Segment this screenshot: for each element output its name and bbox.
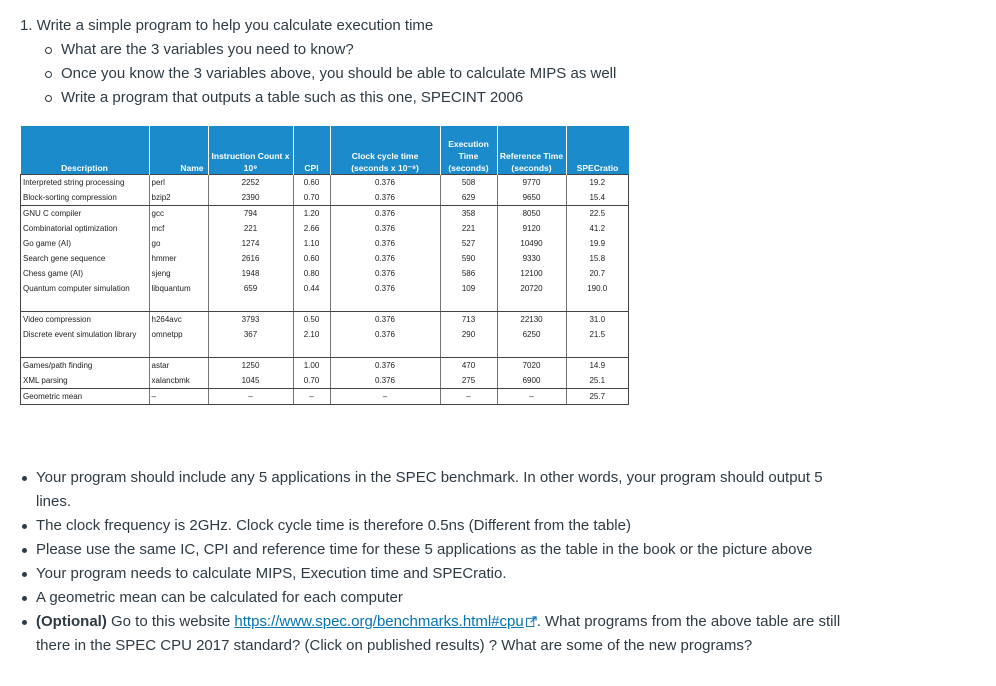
cell-name: h264avc	[149, 312, 208, 328]
cell-name: libquantum	[149, 281, 208, 312]
cell-instruction-count: 1948	[208, 266, 293, 281]
header-instruction-count: Instruction Count x 10⁹	[208, 126, 293, 175]
cell-clock-cycle-time: –	[330, 389, 440, 405]
instruction-item: Your program needs to calculate MIPS, Execution time and SPECratio.	[20, 562, 860, 586]
header-clock-cycle-time: Clock cycle time (seconds x 10⁻⁹)	[330, 126, 440, 175]
cell-clock-cycle-time: 0.376	[330, 236, 440, 251]
cell-execution-time: 527	[440, 236, 497, 251]
table-row	[21, 251, 629, 266]
cell-name: sjeng	[149, 266, 208, 281]
cell-name: mcf	[149, 221, 208, 236]
cell-clock-cycle-time: 0.376	[330, 373, 440, 389]
table-header-row	[21, 126, 629, 175]
header-execution-time: Execution Time (seconds)	[440, 126, 497, 175]
cell-cpi: 1.20	[293, 206, 330, 222]
table-row	[21, 266, 629, 281]
cell-reference-time: 12100	[497, 266, 566, 281]
cell-execution-time: 358	[440, 206, 497, 222]
cell-name: omnetpp	[149, 327, 208, 358]
cell-specratio: 25.1	[566, 373, 629, 389]
cell-name: astar	[149, 358, 208, 374]
cell-instruction-count: 3793	[208, 312, 293, 328]
table-row	[21, 281, 629, 312]
cell-description: Search gene sequence	[21, 251, 150, 266]
cell-cpi: 0.44	[293, 281, 330, 312]
cell-instruction-count: 794	[208, 206, 293, 222]
cell-clock-cycle-time: 0.376	[330, 358, 440, 374]
table-row	[21, 175, 629, 191]
cell-cpi: 2.66	[293, 221, 330, 236]
cell-instruction-count: 1250	[208, 358, 293, 374]
cell-reference-time: 22130	[497, 312, 566, 328]
spec-benchmarks-link[interactable]: https://www.spec.org/benchmarks.html#cpu	[234, 613, 524, 630]
instructions-list	[20, 466, 860, 658]
cell-specratio: 19.9	[589, 239, 606, 248]
instruction-item: The clock frequency is 2GHz. Clock cycle time is therefore 0.5ns (Different from the table)	[20, 514, 860, 538]
cell-cpi: 2.10	[293, 327, 330, 358]
table-row	[21, 373, 629, 389]
sub-item: Once you know the 3 variables above, you should be able to calculate MIPS as well	[43, 65, 616, 89]
cell-cpi: 0.60	[293, 251, 330, 266]
instruction-text: Go to this website	[106, 613, 235, 630]
table-row	[21, 236, 629, 251]
cell-instruction-count: 1045	[208, 373, 293, 389]
cell-clock-cycle-time: 0.376	[330, 312, 440, 328]
cell-reference-time: 6900	[497, 373, 566, 389]
cell-cpi: 0.70	[293, 373, 330, 389]
cell-clock-cycle-time: 0.376	[330, 206, 440, 222]
cell-name: hmmer	[149, 251, 208, 266]
cell-cpi: 0.50	[293, 312, 330, 328]
cell-instruction-count: 659	[208, 281, 293, 312]
cell-specratio: 41.2	[589, 224, 606, 233]
cell-cpi: –	[293, 389, 330, 405]
external-link-icon[interactable]	[526, 616, 537, 627]
cell-description: Video compression	[21, 312, 150, 328]
cell-execution-time: 109	[440, 281, 497, 312]
cell-clock-cycle-time: 0.376	[330, 251, 440, 266]
instruction-text: . What programs from the above table are still there in the SPEC CPU 2017 standard? (Click on published results) ? What are some of the new programs?	[36, 613, 841, 654]
cell-description: GNU C compiler	[21, 206, 150, 222]
cell-cpi: 1.00	[293, 358, 330, 374]
cell-name: bzip2	[149, 190, 208, 206]
cell-specratio: 21.5	[566, 327, 629, 358]
header-specratio: SPECratio	[566, 126, 629, 175]
cell-reference-time: 9770	[497, 175, 566, 191]
table-body	[21, 175, 629, 405]
cell-specratio: 190.0	[566, 281, 629, 312]
cell-reference-time: 7020	[497, 358, 566, 374]
cell-description: Chess game (AI)	[21, 266, 150, 281]
cell-description: Block-sorting compression	[21, 190, 150, 206]
cell-clock-cycle-time: 0.376	[330, 175, 440, 191]
cell-execution-time: 586	[440, 266, 497, 281]
cell-description: Games/path finding	[21, 358, 150, 374]
cell-cpi: 1.10	[293, 236, 330, 251]
cell-reference-time: 20720	[497, 281, 566, 312]
cell-name: –	[149, 389, 208, 405]
cell-cpi: 0.70	[293, 190, 330, 206]
table-row	[21, 358, 629, 374]
cell-instruction-count: 2252	[208, 175, 293, 191]
instruction-item	[20, 610, 860, 658]
cell-name: go	[149, 236, 208, 251]
cell-description: XML parsing	[21, 373, 150, 389]
table-row	[21, 312, 629, 328]
cell-specratio: 31.0	[589, 315, 606, 324]
cell-specratio: 25.7	[566, 389, 629, 405]
cell-specratio: 15.8	[589, 254, 606, 263]
cell-reference-time: 9330	[497, 251, 566, 266]
cell-instruction-count: 2616	[208, 251, 293, 266]
table-row	[21, 190, 629, 206]
table-row	[21, 389, 629, 405]
table-row	[21, 327, 629, 358]
instruction-item: A geometric mean can be calculated for each computer	[20, 586, 860, 610]
cell-clock-cycle-time: 0.376	[330, 281, 440, 312]
cell-instruction-count: –	[208, 389, 293, 405]
cell-description: Quantum computer simulation	[21, 281, 150, 312]
cell-specratio: 15.4	[566, 190, 629, 206]
sub-item: What are the 3 variables you need to know?	[43, 41, 616, 65]
cell-description: Discrete event simulation library	[21, 327, 150, 358]
cell-instruction-count: 1274	[208, 236, 293, 251]
header-cpi: CPI	[293, 126, 330, 175]
cell-description: Combinatorial optimization	[21, 221, 150, 236]
cell-reference-time: 10490	[497, 236, 566, 251]
cell-specratio: 20.7	[589, 269, 606, 278]
cell-instruction-count: 221	[208, 221, 293, 236]
optional-label: (Optional)	[36, 613, 107, 630]
cell-clock-cycle-time: 0.376	[330, 327, 440, 358]
sub-item: Write a program that outputs a table such as this one, SPECINT 2006	[43, 89, 616, 113]
cell-specratio: 14.9	[589, 361, 606, 370]
cell-execution-time: –	[440, 389, 497, 405]
cell-reference-time: 6250	[497, 327, 566, 358]
table-row	[21, 221, 629, 236]
cell-execution-time: 508	[440, 175, 497, 191]
cell-clock-cycle-time: 0.376	[330, 266, 440, 281]
question-sub-list	[43, 41, 616, 113]
cell-description: Geometric mean	[21, 389, 150, 405]
cell-cpi: 0.80	[293, 266, 330, 281]
table-row	[21, 206, 629, 222]
question-title: 1. Write a simple program to help you calculate execution time	[20, 17, 434, 34]
cell-execution-time: 590	[440, 251, 497, 266]
cell-instruction-count: 2390	[208, 190, 293, 206]
cell-name: perl	[149, 175, 208, 191]
cell-clock-cycle-time: 0.376	[330, 190, 440, 206]
cell-specratio: 22.5	[589, 209, 606, 218]
header-name: Name	[149, 126, 208, 175]
cell-reference-time: 8050	[497, 206, 566, 222]
cell-execution-time: 470	[440, 358, 497, 374]
cell-description: Interpreted string processing	[21, 175, 150, 191]
instruction-item: Please use the same IC, CPI and reference time for these 5 applications as the table in the book or the picture above	[20, 538, 860, 562]
cell-execution-time: 221	[440, 221, 497, 236]
cell-cpi: 0.60	[293, 175, 330, 191]
cell-execution-time: 713	[440, 312, 497, 328]
cell-reference-time: 9650	[497, 190, 566, 206]
cell-instruction-count: 367	[208, 327, 293, 358]
header-description: Description	[21, 126, 150, 175]
cell-specratio: 19.2	[589, 178, 606, 187]
header-reference-time: Reference Time (seconds)	[497, 126, 566, 175]
cell-execution-time: 275	[440, 373, 497, 389]
cell-reference-time: 9120	[497, 221, 566, 236]
specint-2006-table	[20, 126, 629, 405]
cell-reference-time: –	[497, 389, 566, 405]
cell-clock-cycle-time: 0.376	[330, 221, 440, 236]
cell-name: gcc	[149, 206, 208, 222]
cell-execution-time: 290	[440, 327, 497, 358]
cell-execution-time: 629	[440, 190, 497, 206]
cell-name: xalancbmk	[149, 373, 208, 389]
cell-description: Go game (AI)	[21, 236, 150, 251]
instruction-item: Your program should include any 5 applications in the SPEC benchmark. In other words, your program should output 5 lines.	[20, 466, 860, 514]
